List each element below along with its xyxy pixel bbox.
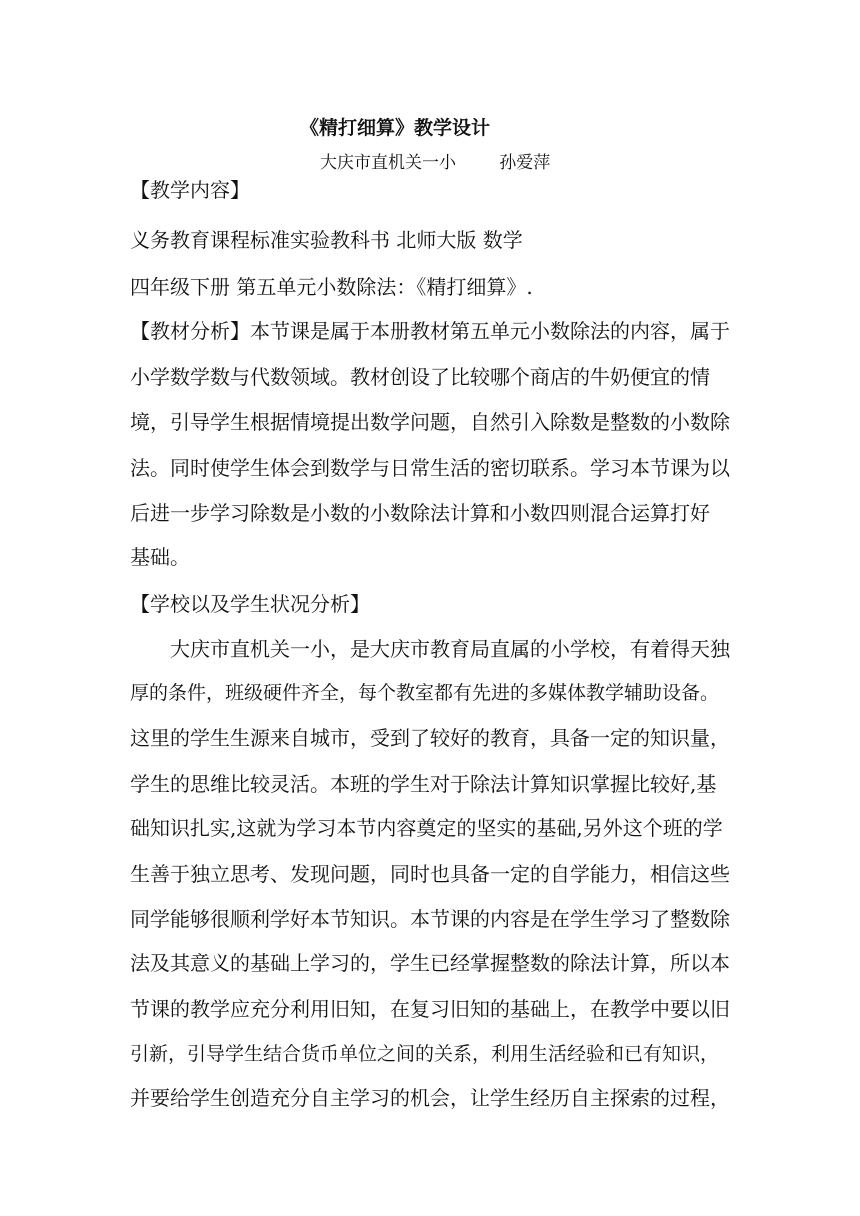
text-line: 法及其意义的基础上学习的，学生已经掌握整数的除法计算，所以本 [130,951,730,975]
text-line: 厚的条件，班级硬件齐全，每个教室都有先进的多媒体教学辅助设备。 [130,682,720,704]
text-line: 后进一步学习除数是小数的小数除法计算和小数四则混合运算打好 [130,501,710,525]
text-line: 法。同时使学生体会到数学与日常生活的密切联系。学习本节课为以 [130,456,730,480]
text-line: 础知识扎实,这就为学习本节内容奠定的坚实的基础,另外这个班的学 [130,816,723,840]
text-line: 小学数学数与代数领域。教材创设了比较哪个商店的牛奶便宜的情 [130,365,710,389]
text-line: 义务教育课程标准实验教科书 北师大版 数学 [130,228,523,252]
text-line: 这里的学生生源来自城市，受到了较好的教育，具备一定的知识量， [130,726,730,750]
text-line: 学生的思维比较灵活。本班的学生对于除法计算知识掌握比较好,基 [130,772,717,796]
text-line: 节课的教学应充分利用旧知，在复习旧知的基础上，在教学中要以旧 [130,997,730,1021]
paragraph-first-line: 大庆市直机关一小，是大庆市教育局直属的小学校，有着得天独 [170,637,730,661]
text-line: 同学能够很顺利学好本节知识。本节课的内容是在学生学习了整数除 [130,907,730,931]
text-line: 四年级下册 第五单元小数除法：《精打细算》. [130,275,533,299]
text-line: 基础。 [130,545,190,569]
section-heading-content: 【教学内容】 [130,178,250,202]
section-heading-school: 【学校以及学生状况分析】 [130,592,370,616]
text-line: 生善于独立思考、发现问题，同时也具备一定的自学能力，相信这些 [130,862,730,886]
text-line: 境，引导学生根据情境提出数学问题，自然引入除数是整数的小数除 [130,410,730,434]
section-heading-analysis: 【教材分析】本节课是属于本册教材第五单元小数除法的内容，属于 [130,319,730,343]
document-title: 《精打细算》教学设计 [300,117,491,139]
text-line: 并要给学生创造充分自主学习的机会，让学生经历自主探索的过程， [130,1086,730,1110]
text-line: 引新，引导学生结合货币单位之间的关系，利用生活经验和已有知识， [130,1043,720,1065]
author-line: 大庆市直机关一小 孙爱萍 [320,153,551,173]
